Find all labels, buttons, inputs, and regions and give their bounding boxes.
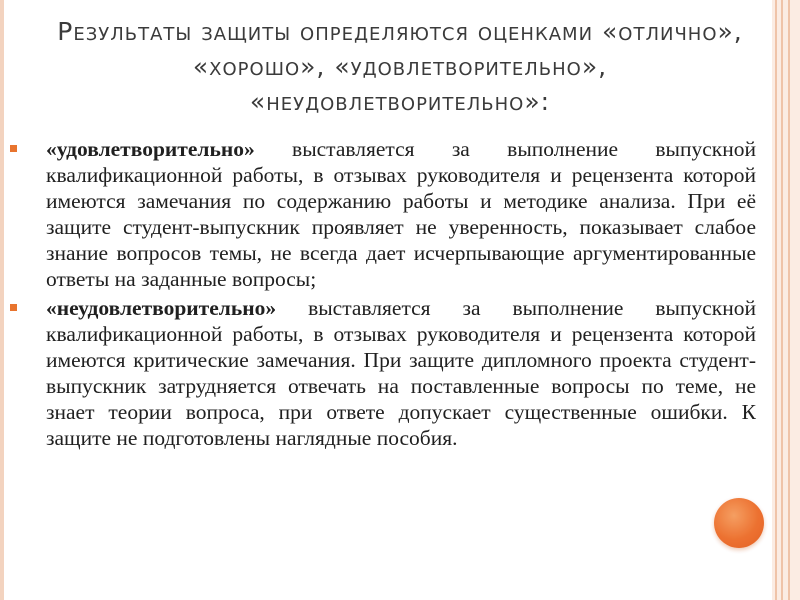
grade-criteria-list <box>10 136 756 453</box>
list-item-satisfactory <box>10 136 756 293</box>
title-line-2: «хорошо», «удовлетворительно», <box>192 52 608 81</box>
grade-description: выставляется за выполнение выпускной квалификационной работы, в отзывах руководителя и рецензента которой имеются критические замечания. При защите дипломного проекта студент-выпускник затрудняется отвечать на поставленные вопросы по теме, не знает теории вопроса, при ответе допускает существенные ошибки. К защите не подготовлены наглядные пособия. <box>46 295 756 451</box>
grade-term: «удовлетворительно» <box>46 137 255 161</box>
grade-term: «неудовлетворительно» <box>46 295 277 320</box>
slide-title <box>0 14 800 119</box>
square-bullet-icon <box>10 145 17 152</box>
square-bullet-icon <box>10 304 17 311</box>
grade-description: выставляется за выполнение выпускной квалификационной работы, в отзывах руководителя и рецензента которой имеются замечания по содержанию работы и методике анализа. При её защите студент-выпускник проявляет не уверенность, показывает слабое знание вопросов темы, не всегда дает исчерпывающие аргументированные ответы на заданные вопросы; <box>46 137 756 292</box>
decorative-orange-circle <box>714 498 764 548</box>
list-item-unsatisfactory <box>10 295 756 452</box>
title-line-1: Результаты защиты определяются оценками «отлично», <box>57 17 743 46</box>
title-line-3: «неудовлетворительно»: <box>249 87 551 116</box>
